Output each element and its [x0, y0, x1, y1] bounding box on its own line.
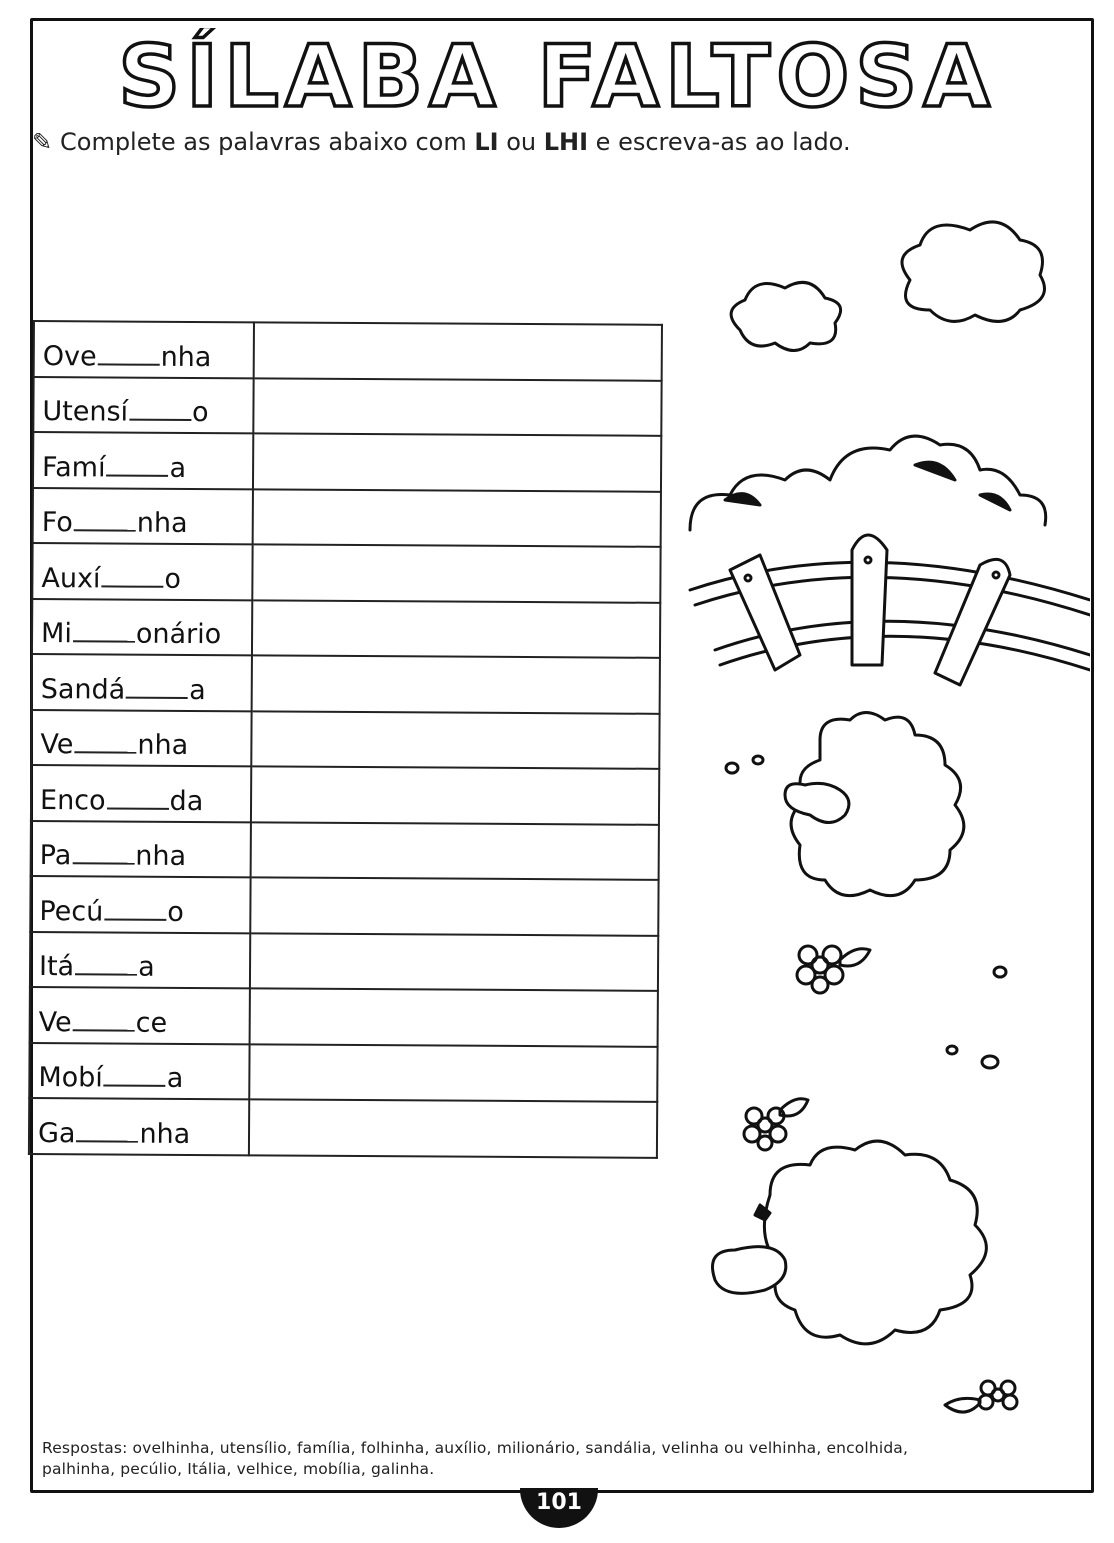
incomplete-word — [33, 432, 253, 489]
syllable-blank[interactable] — [98, 343, 160, 365]
word-start: Auxí — [41, 562, 101, 594]
table-row — [30, 876, 658, 935]
option-li: LI — [474, 128, 499, 156]
word-end: nha — [139, 1118, 191, 1150]
answer-cell[interactable] — [250, 822, 658, 880]
word-start: Pecú — [39, 895, 104, 927]
word-start: Ve — [40, 729, 74, 761]
word-end: nha — [136, 507, 188, 539]
incomplete-word — [34, 321, 254, 378]
cloud-icon — [902, 222, 1045, 321]
syllable-blank[interactable] — [107, 787, 169, 809]
answer-cell[interactable] — [253, 433, 661, 491]
syllable-blank[interactable] — [73, 620, 135, 642]
syllable-blank[interactable] — [76, 1120, 138, 1142]
word-end: nha — [160, 341, 212, 373]
table-row — [33, 488, 661, 547]
word-end: nha — [135, 840, 187, 872]
incomplete-word — [31, 820, 251, 877]
cloud-icon — [731, 282, 841, 350]
word-end: a — [169, 452, 187, 484]
syllable-blank[interactable] — [72, 842, 134, 864]
syllable-blank[interactable] — [106, 454, 168, 476]
table-row — [31, 709, 659, 768]
word-start: Ove — [42, 340, 97, 372]
syllable-blank[interactable] — [129, 399, 191, 421]
sheep-illustration — [680, 220, 1090, 1450]
word-end: a — [166, 1062, 184, 1094]
word-start: Sandá — [40, 673, 126, 706]
word-start: Itá — [38, 951, 75, 983]
answer-cell[interactable] — [250, 877, 658, 935]
option-lhi: LHI — [543, 128, 589, 156]
incomplete-word — [33, 377, 253, 434]
word-start: Mobí — [38, 1062, 103, 1094]
syllable-blank[interactable] — [74, 509, 136, 531]
answer-key — [42, 1438, 1082, 1480]
word-end: o — [164, 563, 182, 595]
syllable-blank[interactable] — [104, 898, 166, 920]
word-end: o — [167, 896, 184, 928]
word-table — [33, 320, 663, 1215]
table-row — [29, 1042, 657, 1101]
incomplete-word — [31, 765, 251, 822]
syllable-blank[interactable] — [101, 565, 163, 587]
sheep-icon — [764, 1141, 986, 1344]
syllable-blank[interactable] — [104, 1064, 166, 1086]
title-text: SÍLABA FALTOSA — [118, 28, 996, 118]
word-end: a — [189, 674, 206, 706]
incomplete-word — [32, 654, 252, 711]
answer-cell[interactable] — [251, 711, 659, 769]
word-end: a — [138, 951, 155, 983]
instruction-text-mid: ou — [498, 128, 544, 156]
word-end: nha — [137, 729, 189, 761]
flower-icon — [945, 1381, 1017, 1412]
answer-cell[interactable] — [252, 544, 660, 602]
table-row — [30, 987, 658, 1046]
syllable-blank[interactable] — [75, 953, 137, 975]
flower-icon — [797, 946, 870, 993]
syllable-blank[interactable] — [126, 676, 188, 698]
answer-cell[interactable] — [249, 1099, 657, 1157]
incomplete-word — [30, 931, 250, 988]
instruction-text-end: e escreva-as ao lado. — [588, 128, 851, 156]
word-start: Utensí — [42, 396, 129, 428]
answer-cell[interactable] — [250, 933, 658, 991]
page-title — [0, 28, 1114, 118]
word-start: Enco — [39, 784, 106, 816]
table-row — [33, 377, 661, 436]
word-start: Ga — [37, 1117, 76, 1149]
word-start: Mi — [40, 618, 72, 650]
syllable-blank[interactable] — [74, 731, 136, 753]
table-row — [32, 543, 660, 602]
incomplete-word — [32, 543, 252, 600]
instruction — [32, 128, 851, 156]
word-start: Ve — [38, 1006, 72, 1038]
table-row — [29, 1098, 657, 1157]
bush-icon — [690, 436, 1046, 530]
table-row — [33, 432, 661, 491]
word-end: da — [169, 785, 204, 817]
table-row — [32, 654, 660, 713]
syllable-blank[interactable] — [73, 1009, 135, 1031]
answer-cell[interactable] — [251, 766, 659, 824]
instruction-text-start: Complete as palavras abaixo com — [60, 128, 475, 156]
word-start: Pa — [39, 840, 72, 872]
answer-key-line-2: palhinha, pecúlio, Itália, velhice, mobília, galinha. — [42, 1460, 435, 1478]
answer-cell[interactable] — [249, 988, 657, 1046]
word-start: Fo — [41, 507, 73, 539]
pencil-icon: ✎ — [32, 128, 53, 156]
incomplete-word — [29, 1042, 249, 1099]
incomplete-word — [30, 876, 250, 933]
incomplete-word — [29, 1098, 249, 1155]
incomplete-word — [33, 488, 253, 545]
word-start: Famí — [42, 451, 106, 483]
table-row — [31, 765, 659, 824]
table-row — [30, 931, 658, 990]
table-row — [32, 599, 660, 658]
answer-cell[interactable] — [252, 600, 660, 658]
answer-cell[interactable] — [249, 1044, 657, 1102]
answer-key-line-1: Respostas: ovelhinha, utensílio, família, folhinha, auxílio, milionário, sandália, velinha ou velhinha, encolhida, — [42, 1439, 909, 1457]
word-end: ce — [135, 1007, 168, 1039]
page-number: 101 — [520, 1488, 598, 1528]
incomplete-word — [30, 987, 250, 1044]
answer-cell[interactable] — [254, 322, 662, 380]
answer-cell[interactable] — [252, 489, 660, 547]
word-end: o — [191, 396, 209, 429]
answer-cell[interactable] — [251, 655, 659, 713]
answer-cell[interactable] — [253, 378, 661, 436]
table-row — [34, 321, 662, 380]
table-row — [31, 820, 659, 879]
incomplete-word — [31, 709, 251, 766]
word-end: onário — [135, 618, 222, 651]
flower-icon — [744, 1099, 808, 1150]
incomplete-word — [32, 599, 252, 656]
